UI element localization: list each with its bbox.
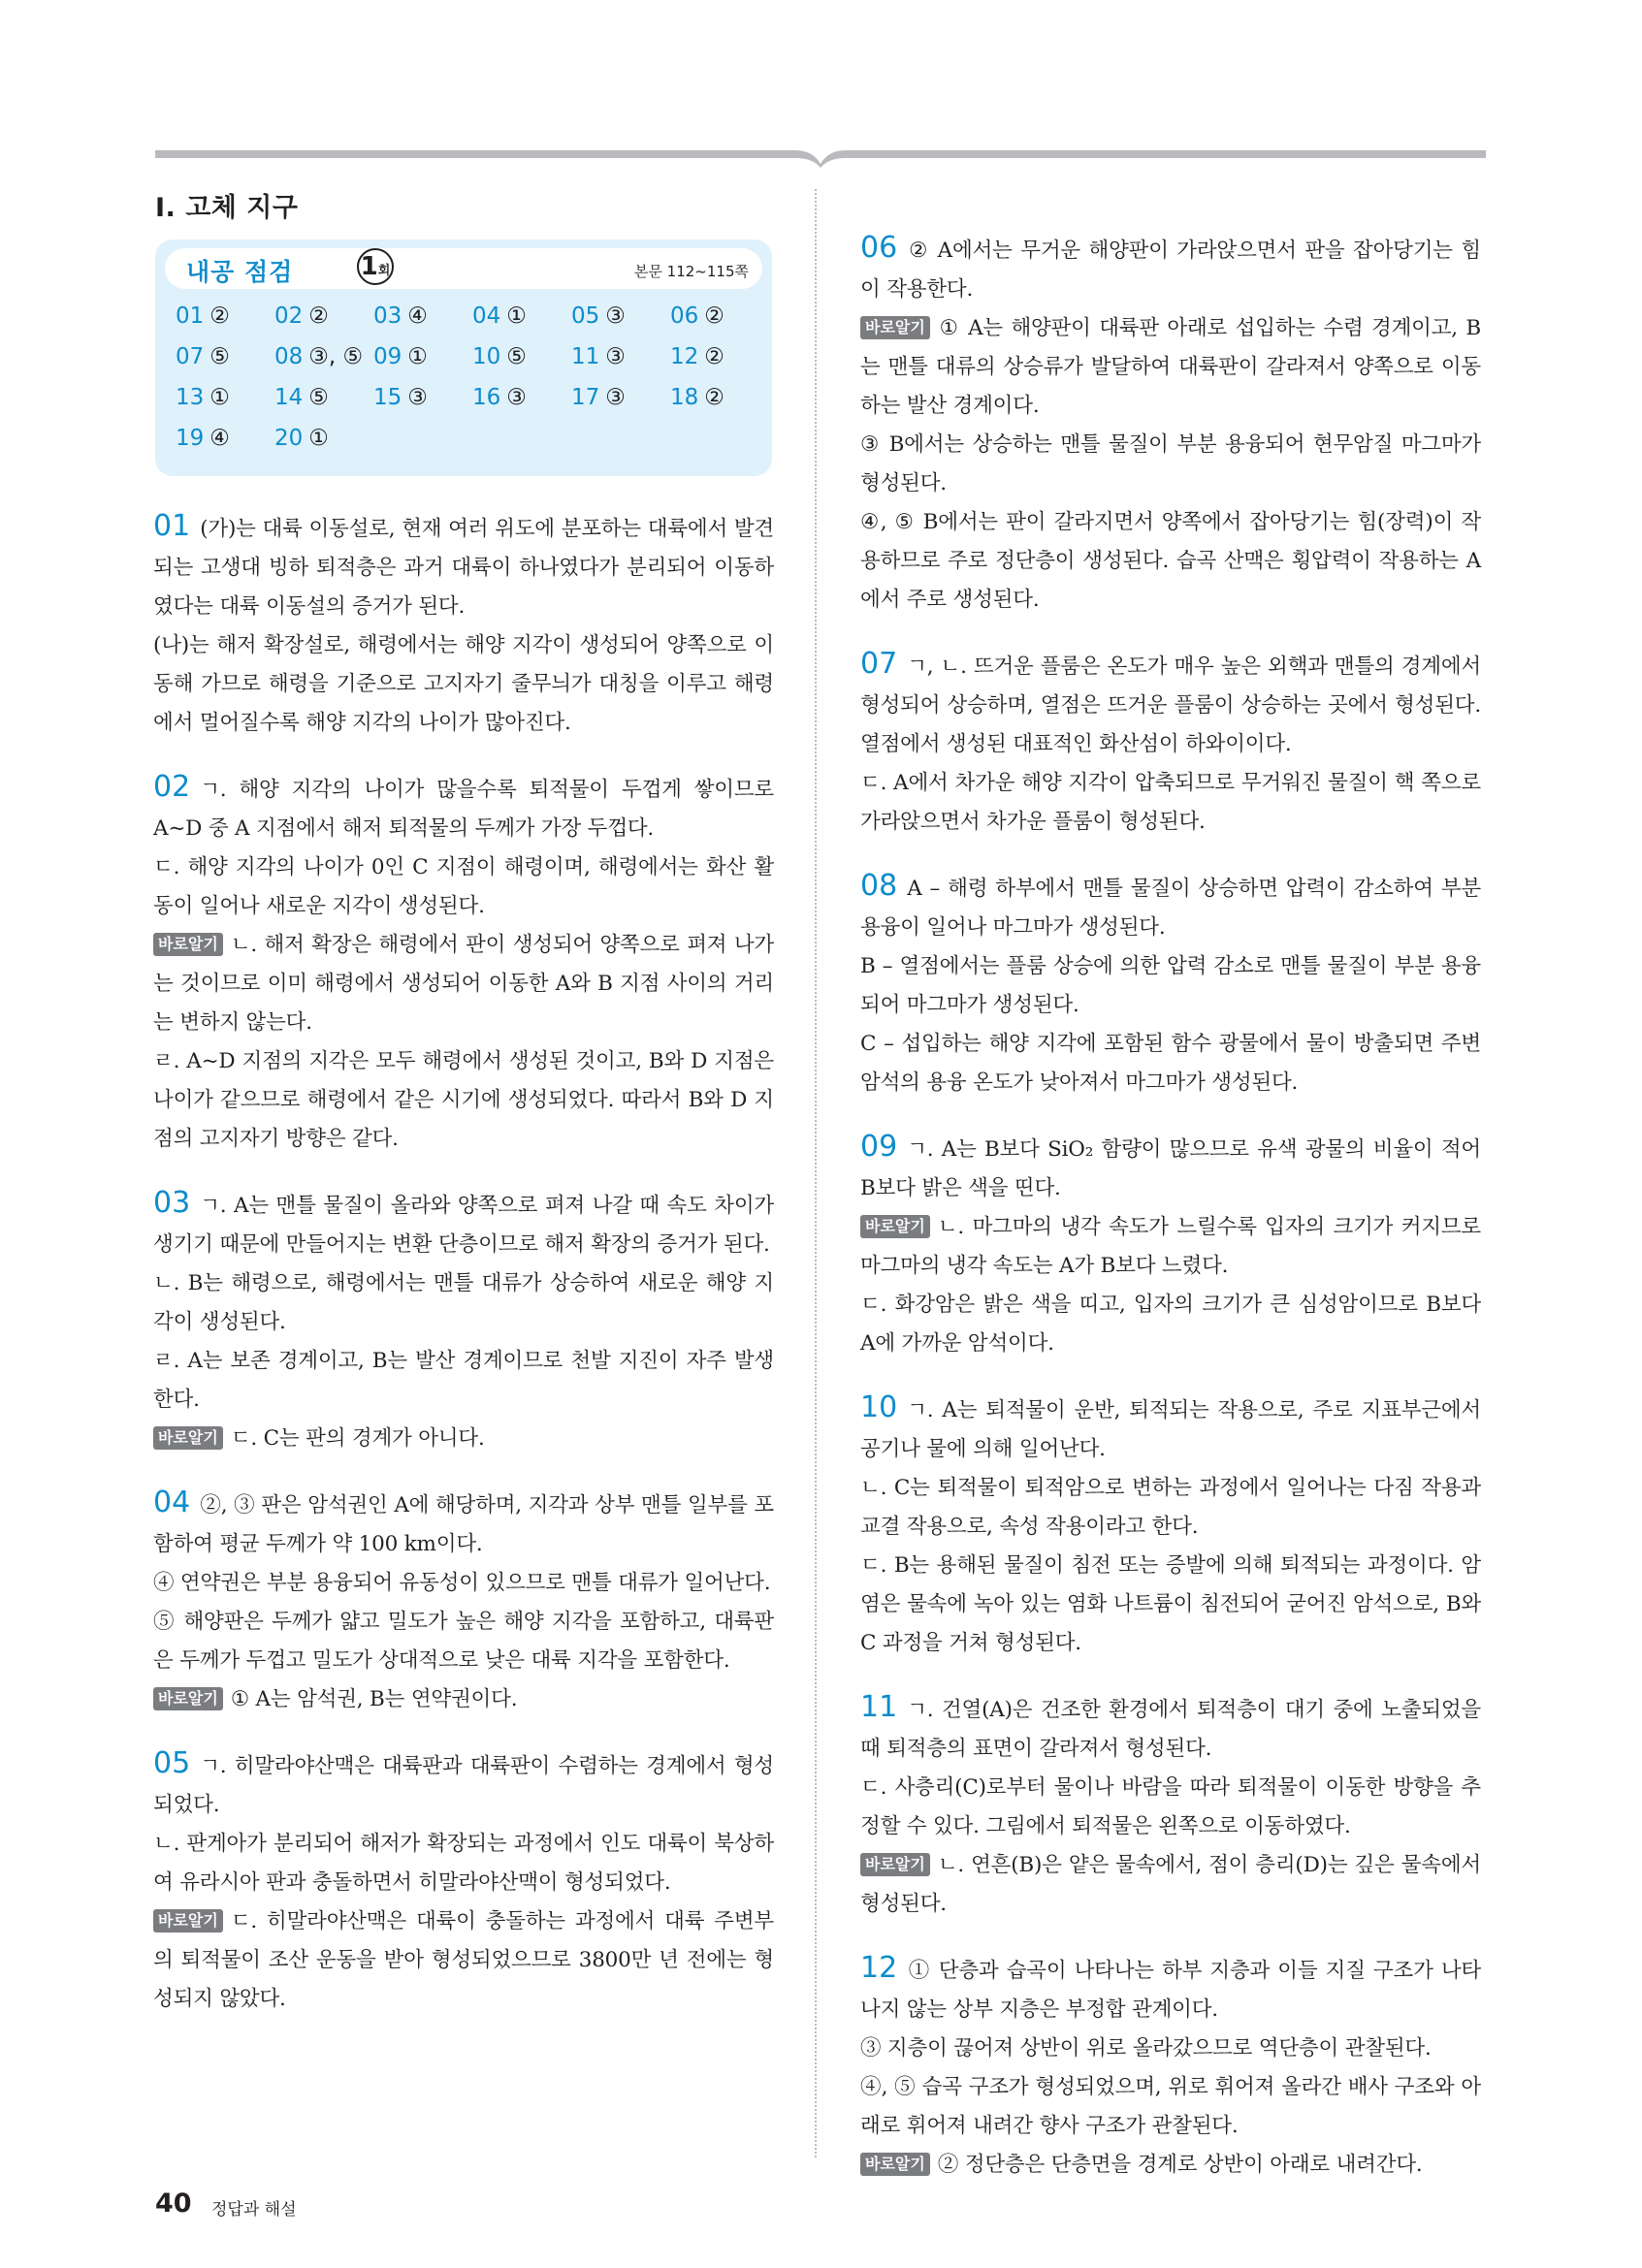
- explanation-text: ㄹ. A~D 지점의 지각은 모두 해령에서 생성된 것이고, B와 D 지점은 나이가 같으므로 해령에서 같은 시기에 생성되었다. 따라서 B와 D 지점의 고지자기 방향은 같다.: [153, 1049, 774, 1151]
- answer-item: [670, 303, 724, 329]
- answer-choice: ②: [209, 303, 230, 329]
- explanation-text: ③ B에서는 상승하는 맨틀 물질이 부분 용융되어 현무암질 마그마가 형성된다.: [860, 432, 1481, 495]
- answer-choice: ①: [308, 426, 329, 451]
- answer-box-title: 내공 점검: [186, 258, 294, 286]
- answer-number: 18: [670, 385, 699, 410]
- answer-explanation-start: [860, 1389, 1481, 1469]
- header-bar: [155, 146, 1486, 170]
- explanation-text: ② A에서는 무거운 해양판이 가라앉으면서 판을 잡아당기는 힘이 작용한다.: [860, 239, 1481, 302]
- answer-item: [472, 385, 527, 410]
- answer-explanation-start: [153, 768, 774, 848]
- question-number: 10: [860, 1390, 898, 1424]
- explanation-text: A – 해령 하부에서 맨틀 물질이 상승하면 압력이 감소하여 부분 용융이 일어나 마그마가 생성된다.: [860, 877, 1481, 940]
- answer-explanation-start: [860, 645, 1481, 764]
- answer-item: [571, 344, 626, 369]
- footer-label: 정답과 해설: [211, 2200, 297, 2220]
- explanation-text: ㄴ. B는 해령으로, 해령에서는 맨틀 대류가 상승하여 새로운 해양 지각이 생성된다.: [153, 1271, 774, 1334]
- explanation-text: ㄷ. 해양 지각의 나이가 0인 C 지점이 해령이며, 해령에서는 화산 활동이 일어나 새로운 지각이 생성된다.: [153, 855, 774, 918]
- explanation-text: ②, ③ 판은 암석권인 A에 해당하며, 지각과 상부 맨틀 일부를 포함하여 평균 두께가 약 100 km이다.: [153, 1493, 774, 1556]
- answer-explanation: [860, 2029, 1481, 2068]
- correction-tag: 바로알기: [153, 933, 223, 956]
- answer-item: [373, 385, 428, 410]
- correction-tag: 바로알기: [153, 1687, 223, 1710]
- answer-number: 05: [571, 303, 600, 329]
- question-number: 07: [860, 647, 898, 681]
- explanation-text: ① A는 암석권, B는 연약권이다.: [230, 1687, 518, 1711]
- answer-choice: ①: [407, 344, 428, 369]
- answer-choice: ⑤: [506, 344, 527, 369]
- answer-explanation-start: [860, 1949, 1481, 2029]
- round-badge: [357, 248, 394, 285]
- question-number: 04: [153, 1485, 191, 1519]
- answer-explanation: [153, 626, 774, 743]
- correction-tag: 바로알기: [860, 316, 930, 339]
- answer-number: 10: [472, 344, 501, 369]
- answer-item: [176, 303, 230, 329]
- explanation-text: ① A는 해양판이 대륙판 아래로 섭입하는 수렴 경계이고, B는 맨틀 대류의 상승류가 발달하여 대륙판이 갈라져서 양쪽으로 이동하는 발산 경계이다.: [860, 316, 1481, 418]
- explanation-text: (나)는 해저 확장설로, 해령에서는 해양 지각이 생성되어 양쪽으로 이동해 가므로 해령을 기준으로 고지자기 줄무늬가 대칭을 이루고 해령에서 멀어질수록 해양 지각의 나이가 많아진다.: [153, 633, 774, 735]
- answer-explanation: [153, 1264, 774, 1342]
- answer-number: 02: [274, 303, 304, 329]
- answer-choice: ①: [506, 303, 527, 329]
- answer-explanation: [860, 2068, 1481, 2146]
- answer-item: [176, 426, 230, 451]
- explanation-text: ④, ⑤ 습곡 구조가 형성되었으며, 위로 휘어져 올라간 배사 구조와 아래로 휘어져 내려간 향사 구조가 관찰된다.: [860, 2075, 1481, 2138]
- explanation-text: ④ 연약권은 부분 용융되어 유동성이 있으므로 맨틀 대류가 일어난다.: [153, 1571, 771, 1595]
- answer-explanation: [153, 1420, 774, 1458]
- explanation-text: ④, ⑤ B에서는 판이 갈라지면서 양쪽에서 잡아당기는 힘(장력)이 작용하므로 주로 정단층이 생성된다. 습곡 산맥은 횡압력이 작용하는 A에서 주로 생성된다.: [860, 510, 1481, 612]
- question-number: 06: [860, 231, 898, 265]
- question-number: 12: [860, 1951, 898, 1985]
- answer-number: 04: [472, 303, 501, 329]
- answer-choice: ③: [605, 344, 626, 369]
- explanation-text: ㄷ. 히말라야산맥은 대륙이 충돌하는 과정에서 대륙 주변부의 퇴적물이 조산 운동을 받아 형성되었으므로 3800만 년 전에는 형성되지 않았다.: [153, 1909, 774, 2011]
- answer-explanation-start: [860, 229, 1481, 309]
- explanation-text: ㄹ. A는 보존 경계이고, B는 발산 경계이므로 천발 지진이 자주 발생한다.: [153, 1349, 774, 1412]
- explanation-text: ㄱ. 해양 지각의 나이가 많을수록 퇴적물이 두껍게 쌓이므로 A~D 중 A 지점에서 해저 퇴적물의 두께가 가장 두껍다.: [153, 778, 774, 841]
- answer-explanation: [860, 2146, 1481, 2185]
- answer-item: [176, 385, 230, 410]
- answer-number: 12: [670, 344, 699, 369]
- answer-explanation-start: [153, 507, 774, 626]
- answer-item: [274, 303, 329, 329]
- answer-explanation: [860, 1769, 1481, 1846]
- answer-item: [472, 344, 527, 369]
- question-number: 01: [153, 509, 191, 543]
- answer-explanation: [153, 1902, 774, 2019]
- explanation-text: ㄴ. 마그마의 냉각 속도가 느릴수록 입자의 크기가 커지므로 마그마의 냉각 속도는 A가 B보다 느렸다.: [860, 1215, 1481, 1278]
- answer-choice: ③: [407, 385, 428, 410]
- answer-explanation: [860, 1208, 1481, 1286]
- answer-choice: ②: [308, 303, 329, 329]
- answer-explanation: [860, 1846, 1481, 1924]
- answer-choice: ③: [605, 385, 626, 410]
- answer-explanation: [860, 503, 1481, 620]
- answer-number: 08: [274, 344, 304, 369]
- question-number: 09: [860, 1130, 898, 1164]
- answer-item: [176, 344, 230, 369]
- answer-number: 07: [176, 344, 205, 369]
- answer-explanation: [860, 764, 1481, 842]
- answer-explanation-start: [153, 1184, 774, 1264]
- explanation-text: ㄴ. 해저 확장은 해령에서 판이 생성되어 양쪽으로 펴져 나가는 것이므로 이미 해령에서 생성되어 이동한 A와 B 지점 사이의 거리는 변하지 않는다.: [153, 933, 774, 1035]
- answer-choice: ①: [209, 385, 230, 410]
- explanation-text: ㄱ. 히말라야산맥은 대륙판과 대륙판이 수렴하는 경계에서 형성되었다.: [153, 1754, 774, 1817]
- answer-number: 16: [472, 385, 501, 410]
- answer-explanation-start: [860, 1128, 1481, 1208]
- answer-explanation: [860, 1547, 1481, 1663]
- explanation-text: ㄴ. 판게아가 분리되어 해저가 확장되는 과정에서 인도 대륙이 북상하여 유라시아 판과 충돌하면서 히말라야산맥이 형성되었다.: [153, 1832, 774, 1895]
- explanation-text: ㄱ. A는 퇴적물이 운반, 퇴적되는 작용으로, 주로 지표부근에서 공기나 물에 의해 일어난다.: [860, 1398, 1481, 1461]
- answer-explanation: [860, 426, 1481, 503]
- answer-explanation: [860, 309, 1481, 426]
- correction-tag: 바로알기: [153, 1426, 223, 1450]
- answer-number: 14: [274, 385, 304, 410]
- answer-explanation: [153, 1042, 774, 1159]
- answer-number: 09: [373, 344, 402, 369]
- answer-number: 11: [571, 344, 600, 369]
- answer-item: [274, 344, 363, 369]
- answer-explanation: [153, 1680, 774, 1719]
- answer-explanation: [153, 1825, 774, 1902]
- explanation-text: ㄷ. 사층리(C)로부터 물이나 바람을 따라 퇴적물이 이동한 방향을 추정할 수 있다. 그림에서 퇴적물은 왼쪽으로 이동하였다.: [860, 1775, 1481, 1838]
- answer-number: 01: [176, 303, 205, 329]
- explanation-text: ㄱ. A는 B보다 SiO₂ 함량이 많으므로 유색 광물의 비율이 적어 B보다 밝은 색을 띤다.: [860, 1137, 1481, 1200]
- round-number: 1: [360, 252, 378, 281]
- answer-item: [670, 344, 724, 369]
- explanation-text: ㄴ. C는 퇴적물이 퇴적암으로 변하는 과정에서 일어나는 다짐 작용과 교결 작용으로, 속성 작용이라고 한다.: [860, 1476, 1481, 1539]
- answer-item: [373, 303, 428, 329]
- correction-tag: 바로알기: [860, 1853, 930, 1876]
- explanation-text: ② 정단층은 단층면을 경계로 상반이 아래로 내려간다.: [937, 2153, 1423, 2177]
- answer-explanation: [153, 1342, 774, 1420]
- answer-item: [670, 385, 724, 410]
- explanation-text: ㄱ. A는 맨틀 물질이 올라와 양쪽으로 펴져 나갈 때 속도 차이가 생기기 때문에 만들어지는 변환 단층이므로 해저 확장의 증거가 된다.: [153, 1194, 774, 1257]
- answer-explanation: [153, 1603, 774, 1680]
- answer-number: 19: [176, 426, 205, 451]
- section-title: I. 고체 지구: [155, 193, 299, 223]
- correction-tag: 바로알기: [153, 1909, 223, 1933]
- answer-choice: ⑤: [308, 385, 329, 410]
- answer-choice: ③, ⑤: [308, 344, 364, 369]
- question-number: 03: [153, 1186, 191, 1220]
- answer-item: [274, 426, 329, 451]
- answer-choice: ③: [506, 385, 527, 410]
- explanation-text: C – 섭입하는 해양 지각에 포함된 함수 광물에서 물이 방출되면 주변 암석의 용융 온도가 낮아져서 마그마가 생성된다.: [860, 1032, 1481, 1095]
- textbook-page-reference: 본문 112~115쪽: [633, 263, 749, 280]
- page-number: 40: [155, 2188, 192, 2219]
- answer-box-header: [165, 248, 762, 289]
- answer-explanation: [860, 1469, 1481, 1547]
- answer-item: [274, 385, 329, 410]
- question-number: 08: [860, 869, 898, 903]
- answer-number: 20: [274, 426, 304, 451]
- explanation-text: ㄷ. B는 용해된 물질이 침전 또는 증발에 의해 퇴적되는 과정이다. 암염은 물속에 녹아 있는 염화 나트륨이 침전되어 굳어진 암석으로, B와 C 과정을 거쳐 형성된다.: [860, 1553, 1481, 1655]
- answer-choice: ②: [704, 303, 724, 329]
- question-number: 05: [153, 1746, 191, 1780]
- explanation-text: ③ 지층이 끊어져 상반이 위로 올라갔으므로 역단층이 관찰된다.: [860, 2036, 1432, 2060]
- explanation-text: ㄴ. 연흔(B)은 얕은 물속에서, 점이 층리(D)는 깊은 물속에서 형성된다.: [860, 1853, 1481, 1916]
- question-number: 11: [860, 1690, 898, 1724]
- answer-item: [373, 344, 428, 369]
- answer-item: [571, 385, 626, 410]
- correction-tag: 바로알기: [860, 2153, 930, 2176]
- round-suffix: 회: [377, 264, 391, 278]
- answer-choice: ③: [605, 303, 626, 329]
- answer-choice: ②: [704, 344, 724, 369]
- answer-explanation-start: [860, 1688, 1481, 1769]
- explanation-text: ㄱ, ㄴ. 뜨거운 플룸은 온도가 매우 높은 외핵과 맨틀의 경계에서 형성되어 상승하며, 열점은 뜨거운 플룸이 상승하는 곳에서 형성된다. 열점에서 생성된 대표적인 화산섬이 하와이이다.: [860, 655, 1481, 756]
- answer-number: 17: [571, 385, 600, 410]
- explanation-text: ① 단층과 습곡이 나타나는 하부 지층과 이들 지질 구조가 나타나지 않는 상부 지층은 부정합 관계이다.: [860, 1959, 1481, 2022]
- explanation-text: (가)는 대륙 이동설로, 현재 여러 위도에 분포하는 대륙에서 발견되는 고생대 빙하 퇴적층은 과거 대륙이 하나였다가 분리되어 이동하였다는 대륙 이동설의 증거가 된다.: [153, 517, 774, 619]
- answer-explanation-start: [153, 1744, 774, 1825]
- answer-explanation-start: [860, 867, 1481, 947]
- correction-tag: 바로알기: [860, 1215, 930, 1238]
- answer-summary-box: [155, 240, 772, 476]
- answer-explanation: [860, 1286, 1481, 1363]
- answer-explanation: [153, 848, 774, 926]
- answer-explanation: [153, 926, 774, 1042]
- answer-explanation: [153, 1564, 774, 1603]
- explanation-text: ⑤ 해양판은 두께가 얇고 밀도가 높은 해양 지각을 포함하고, 대륙판은 두께가 두껍고 밀도가 상대적으로 낮은 대륙 지각을 포함한다.: [153, 1610, 774, 1673]
- answer-number: 15: [373, 385, 402, 410]
- answer-number: 06: [670, 303, 699, 329]
- answer-choice: ⑤: [209, 344, 230, 369]
- column-divider: [815, 189, 817, 2157]
- answer-item: [472, 303, 527, 329]
- answer-explanation: [860, 1025, 1481, 1102]
- answer-number: 13: [176, 385, 205, 410]
- answer-choice: ④: [209, 426, 230, 451]
- answer-choice: ④: [407, 303, 428, 329]
- answer-item: [571, 303, 626, 329]
- explanation-text: ㄷ. C는 판의 경계가 아니다.: [230, 1426, 485, 1451]
- answer-explanation-start: [153, 1484, 774, 1564]
- explanation-text: B – 열점에서는 플룸 상승에 의한 압력 감소로 맨틀 물질이 부분 용융되어 마그마가 생성된다.: [860, 954, 1481, 1017]
- explanation-text: ㄷ. 화강암은 밝은 색을 띠고, 입자의 크기가 큰 심성암이므로 B보다 A에 가까운 암석이다.: [860, 1293, 1481, 1356]
- question-number: 02: [153, 770, 191, 804]
- answer-number: 03: [373, 303, 402, 329]
- answer-explanation: [860, 947, 1481, 1025]
- answer-choice: ②: [704, 385, 724, 410]
- explanation-text: ㄱ. 건열(A)은 건조한 환경에서 퇴적층이 대기 중에 노출되었을 때 퇴적층의 표면이 갈라져서 형성된다.: [860, 1698, 1481, 1761]
- explanation-text: ㄷ. A에서 차가운 해양 지각이 압축되므로 무거워진 물질이 핵 쪽으로 가라앉으면서 차가운 플룸이 형성된다.: [860, 771, 1481, 834]
